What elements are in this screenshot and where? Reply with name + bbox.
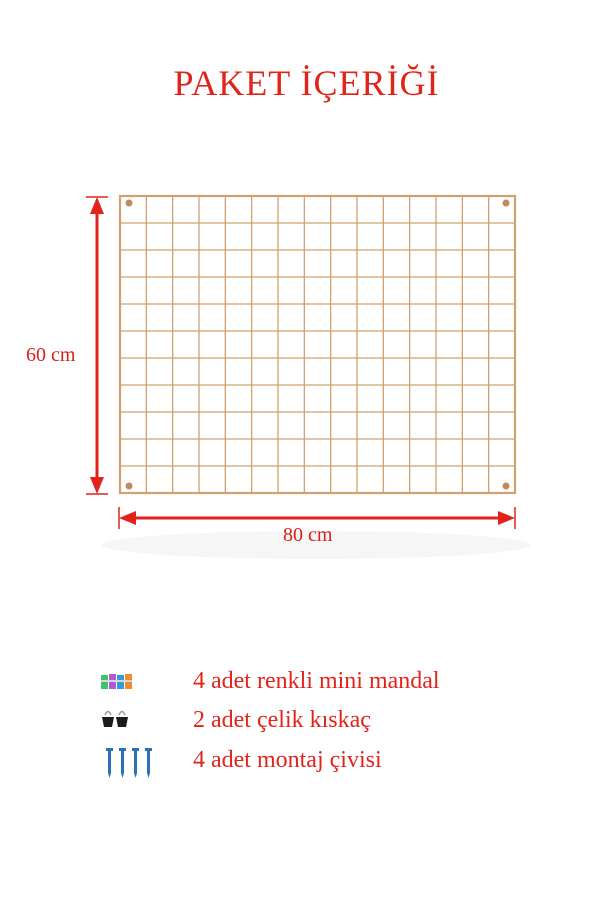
- height-label: 60 cm: [26, 344, 76, 366]
- hook-top-right: [503, 200, 510, 207]
- mini-clothespin-icon: [100, 666, 136, 696]
- content-item-clothespins: [0, 666, 613, 702]
- height-dimension-arrow: [86, 197, 108, 494]
- binder-clip-icon: [100, 705, 136, 735]
- grid-frame: [120, 196, 515, 493]
- content-item-nails: [0, 745, 613, 781]
- hook-top-left: [126, 200, 133, 207]
- nail-icon: [100, 745, 160, 779]
- hook-bottom-right: [503, 483, 510, 490]
- page-title: PAKET İÇERİĞİ: [173, 63, 440, 103]
- content-item-binder-clips: [0, 705, 613, 741]
- width-label: 80 cm: [283, 524, 333, 546]
- hook-bottom-left: [126, 483, 133, 490]
- content-item-label: 2 adet çelik kıskaç: [193, 707, 371, 733]
- wire-grid-panel: [120, 196, 515, 493]
- content-item-label: 4 adet montaj çivisi: [193, 747, 382, 773]
- mounting-hooks: [126, 200, 510, 490]
- content-item-label: 4 adet renkli mini mandal: [193, 668, 440, 694]
